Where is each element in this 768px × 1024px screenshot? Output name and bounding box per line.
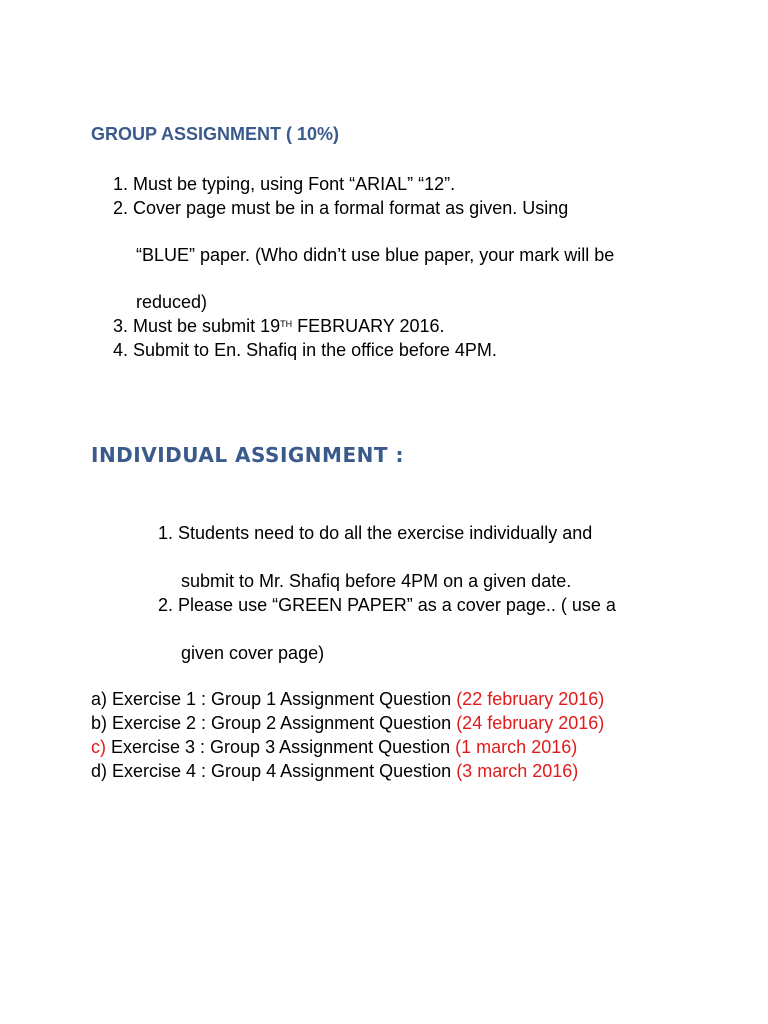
exercise-row-b [91, 711, 604, 735]
exercise-date: (22 february 2016) [456, 689, 605, 709]
individual-item-2 [158, 593, 616, 617]
group-item-4 [113, 338, 497, 362]
list-item-text [133, 316, 445, 336]
list-number: 4. [113, 340, 129, 360]
group-item-2-line-3: reduced) [136, 292, 208, 312]
exercise-date: (1 march 2016) [455, 737, 578, 757]
individual-item-1-line-2: submit to Mr. Shafiq before 4PM on a given date. [181, 571, 572, 591]
exercise-text: Exercise 1 : Group 1 Assignment Question [107, 689, 457, 709]
exercise-letter: b) [91, 713, 108, 733]
submit-date-prefix: Must be submit 19 [133, 316, 281, 336]
group-assignment-heading: GROUP ASSIGNMENT ( 10%) [91, 124, 340, 144]
group-item-1 [113, 172, 455, 196]
submit-date-suffix: FEBRUARY 2016. [292, 316, 445, 336]
group-item-2-line-2: “BLUE” paper. (Who didn’t use blue paper, your mark will be [136, 245, 615, 265]
exercise-date: (24 february 2016) [456, 713, 605, 733]
list-number: 1. [113, 174, 129, 194]
list-item-text: Students need to do all the exercise individually and [178, 523, 593, 543]
individual-assignment-heading: INDIVIDUAL ASSIGNMENT : [91, 443, 404, 467]
exercise-date: (3 march 2016) [456, 761, 579, 781]
list-number: 2. [113, 198, 129, 218]
list-item-text: Must be typing, using Font “ARIAL” “12”. [133, 174, 456, 194]
exercise-text: Exercise 4 : Group 4 Assignment Question [107, 761, 457, 781]
group-item-2 [113, 196, 568, 220]
exercise-row-d [91, 759, 578, 783]
individual-item-2-line-2: given cover page) [181, 643, 325, 663]
list-number: 3. [113, 316, 129, 336]
exercise-letter: d) [91, 761, 108, 781]
exercise-text: Exercise 3 : Group 3 Assignment Question [106, 737, 456, 757]
list-number: 1. [158, 523, 174, 543]
list-item-text: Please use “GREEN PAPER” as a cover page.. ( use a [178, 595, 616, 615]
exercise-letter: a) [91, 689, 108, 709]
exercise-row-a [91, 687, 604, 711]
exercise-letter: c) [91, 737, 106, 757]
exercise-text: Exercise 2 : Group 2 Assignment Question [107, 713, 457, 733]
ordinal-suffix: TH [280, 319, 293, 329]
individual-item-1 [158, 521, 592, 545]
list-item-text: Cover page must be in a formal format as given. Using [133, 198, 569, 218]
group-item-3 [113, 314, 445, 338]
list-item-text: Submit to En. Shafiq in the office before 4PM. [133, 340, 497, 360]
exercise-row-c [91, 735, 577, 759]
list-number: 2. [158, 595, 174, 615]
